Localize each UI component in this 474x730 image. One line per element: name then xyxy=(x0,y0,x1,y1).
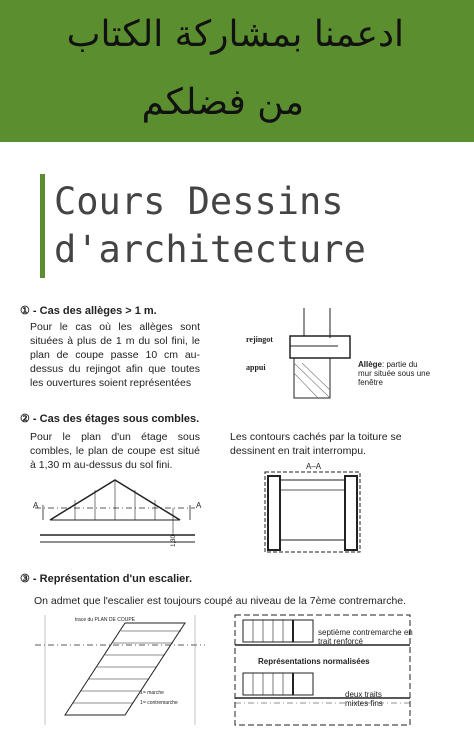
label-allege-bold: Allège xyxy=(358,360,383,369)
stair-perspective-diagram xyxy=(35,615,205,725)
section-1-heading: ① - Cas des allèges > 1 m. xyxy=(20,305,157,317)
section-2-heading: ② - Cas des étages sous combles. xyxy=(20,413,200,425)
banner-line-2: من فضلكم xyxy=(141,82,304,123)
section-marker-a-right: A xyxy=(196,501,202,510)
section-3-text: On admet que l'escalier est toujours coupé au niveau de la 7ème contremarche. xyxy=(34,595,407,607)
label-septieme-contremarche: septième contremarche en trait renforcé xyxy=(318,628,413,646)
section-label-a-a: A–A xyxy=(306,462,322,471)
label-appui: appui xyxy=(246,363,266,372)
title-accent-bar xyxy=(40,174,45,278)
section-2-text: Pour le plan d'un étage sous combles, le plan de coupe est situé à 1,30 m au-dessus du sol fini. xyxy=(30,431,200,471)
page-title xyxy=(54,178,366,274)
label-representations-normalisees: Représentations normalisées xyxy=(258,657,370,666)
page-title-line-2: d'architecture xyxy=(54,228,366,271)
window-elevation-diagram xyxy=(265,472,360,552)
label-deux-traits: deux traits mixtes fins xyxy=(345,690,383,708)
banner-line-1: ادعمنا بمشاركة الكتاب xyxy=(66,14,404,55)
section-3-heading: ③ - Représentation d'un escalier. xyxy=(20,573,193,585)
label-trace-plan-coupe: trace du PLAN DE COUPE xyxy=(75,617,136,623)
comble-section-diagram xyxy=(35,480,210,560)
label-premiere-marche: 1ʳᵉ marche xyxy=(140,690,164,696)
banner xyxy=(0,0,474,142)
section-1-text: Pour le cas où les allèges sont situées à plus de 1 m du sol fini, le plan de coupe passe 10 cm au-dessus du rejingot afin que toutes les ouvertures soient représentées xyxy=(30,321,200,389)
section-2-text-right: Les contours cachés par la toiture se dessinent en trait interrompu. xyxy=(230,431,402,457)
section-marker-a-left: A xyxy=(33,501,39,510)
document-page xyxy=(0,290,474,730)
label-rejingot: rejingot xyxy=(246,335,273,344)
label-allege-rest: : partie du mur située sous une fenêtre xyxy=(358,360,431,387)
label-premiere-contremarche: 1ʳᵉ contremarche xyxy=(140,700,178,706)
dim-1-30: 1,30 xyxy=(170,535,177,547)
label-allege xyxy=(358,360,433,387)
page-title-line-1: Cours Dessins xyxy=(54,180,344,223)
